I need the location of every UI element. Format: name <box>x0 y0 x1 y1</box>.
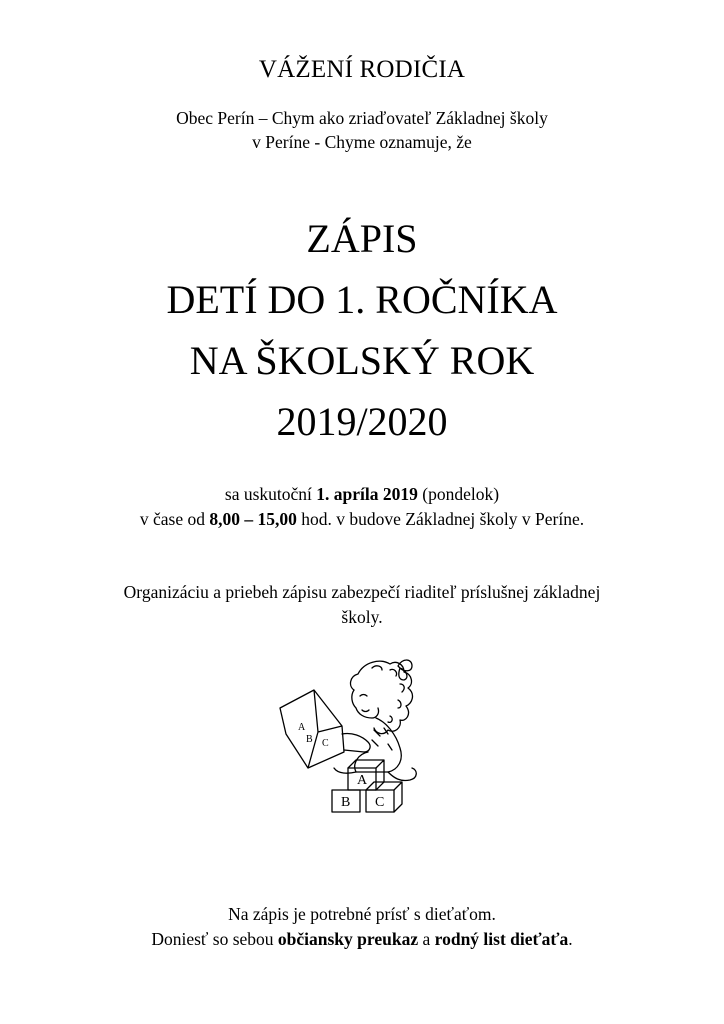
legs <box>334 768 416 781</box>
footer-text <box>0 902 724 952</box>
footer-period: . <box>568 929 573 949</box>
footer-connector: a <box>418 929 435 949</box>
footer-doc-id-card: občiansky preukaz <box>277 929 419 949</box>
title-line-1: ZÁPIS <box>306 216 418 261</box>
footer-line-2 <box>0 927 724 952</box>
eye <box>360 695 367 697</box>
body <box>355 718 402 772</box>
schedule-time-suffix: hod. v budove Základnej školy v Períne. <box>296 509 585 529</box>
block-letter-b: B <box>341 795 351 810</box>
book-letter-c: C <box>322 738 329 749</box>
schedule-text <box>0 482 724 532</box>
book-letter-b: B <box>306 734 313 745</box>
book <box>280 690 344 768</box>
mouth <box>362 710 369 712</box>
arm <box>342 733 370 752</box>
organization-line-2: školy. <box>341 607 383 627</box>
intro-text <box>0 106 724 154</box>
title-line-4: 2019/2020 <box>276 399 448 444</box>
organization-line-1: Organizáciu a priebeh zápisu zabezpečí riaditeľ príslušnej základnej <box>123 582 601 602</box>
schedule-time-line <box>0 507 724 532</box>
page-title <box>0 208 724 452</box>
girl-reading-abc-book-illustration <box>272 656 442 816</box>
book-letter-a: A <box>298 722 306 733</box>
footer-doc-birth-certificate: rodný list dieťaťa <box>434 929 569 949</box>
block-letter-a: A <box>357 773 368 788</box>
organization-text <box>50 580 674 630</box>
schedule-date: 1. apríla 2019 <box>316 484 418 504</box>
greeting-heading: VÁŽENÍ RODIČIA <box>258 56 466 83</box>
block-letter-c: C <box>375 795 385 810</box>
schedule-date-line <box>0 482 724 507</box>
schedule-time: 8,00 – 15,00 <box>209 509 297 529</box>
intro-line-1: Obec Perín – Chym ako zriaďovateľ Základnej školy <box>176 108 548 128</box>
footer-prefix: Doniesť so sebou <box>151 929 278 949</box>
schedule-prefix: sa uskutoční <box>224 484 317 504</box>
hair-outline <box>351 661 413 733</box>
title-line-2: DETÍ DO 1. ROČNÍKA <box>166 277 558 322</box>
footer-line-1: Na zápis je potrebné prísť s dieťaťom. <box>228 904 496 924</box>
schedule-time-prefix: v čase od <box>139 509 210 529</box>
intro-line-2: v Períne - Chyme oznamuje, že <box>252 132 472 152</box>
title-line-3: NA ŠKOLSKÝ ROK <box>189 338 535 383</box>
schedule-day: (pondelok) <box>417 484 500 504</box>
